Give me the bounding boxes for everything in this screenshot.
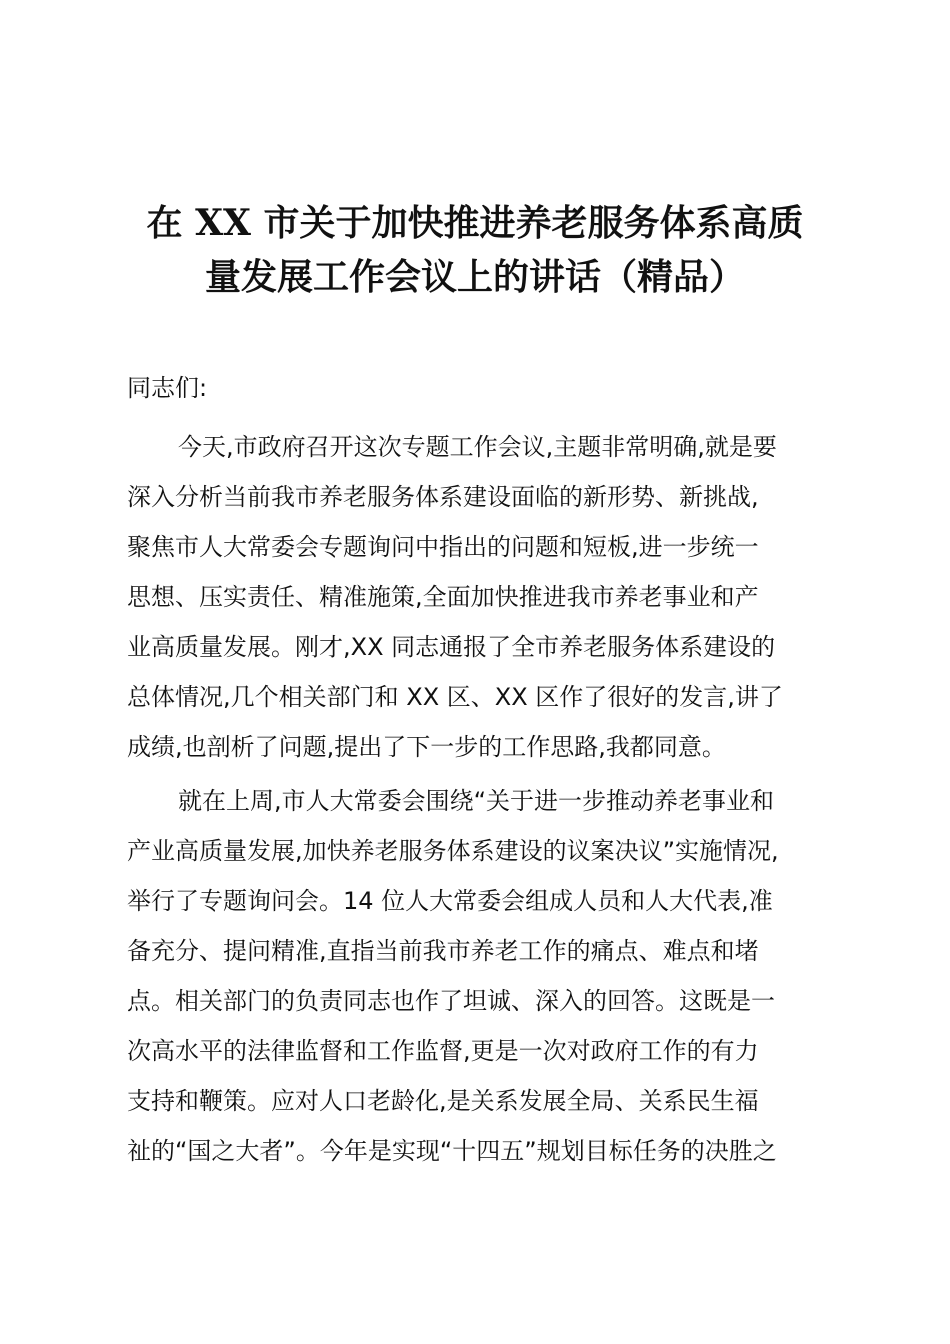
title-line-1: 在 XX 市关于加快推进养老服务体系高质	[146, 202, 804, 244]
paragraph-1	[127, 422, 827, 772]
paragraph-line: 思想、压实责任、精准施策,全面加快推进我市养老事业和产	[127, 583, 759, 611]
document-title	[100, 196, 850, 304]
paragraph-line: 举行了专题询问会。14 位人大常委会组成人员和人大代表,准	[127, 887, 773, 915]
paragraph-line: 深入分析当前我市养老服务体系建设面临的新形势、新挑战,	[127, 483, 759, 511]
paragraph-line: 业高质量发展。刚才,XX 同志通报了全市养老服务体系建设的	[127, 633, 776, 661]
paragraph-line: 次高水平的法律监督和工作监督,更是一次对政府工作的有力	[127, 1037, 759, 1065]
paragraph-line: 备充分、提问精准,直指当前我市养老工作的痛点、难点和堵	[127, 937, 759, 965]
paragraph-line: 今天,市政府召开这次专题工作会议,主题非常明确,就是要	[178, 433, 777, 461]
title-line-2: 量发展工作会议上的讲话（精品）	[204, 256, 745, 298]
paragraph-line: 聚焦市人大常委会专题询问中指出的问题和短板,进一步统一	[127, 533, 759, 561]
paragraph-line: 点。相关部门的负责同志也作了坦诚、深入的回答。这既是一	[127, 987, 775, 1015]
paragraph-line: 支持和鞭策。应对人口老龄化,是关系发展全局、关系民生福	[127, 1087, 759, 1115]
salutation: 同志们:	[127, 374, 208, 402]
paragraph-line: 总体情况,几个相关部门和 XX 区、XX 区作了很好的发言,讲了	[127, 683, 783, 711]
paragraph-line: 成绩,也剖析了问题,提出了下一步的工作思路,我都同意。	[127, 733, 726, 761]
paragraph-line: 祉的“国之大者”。今年是实现“十四五”规划目标任务的决胜之	[127, 1137, 777, 1165]
paragraph-line: 就在上周,市人大常委会围绕“关于进一步推动养老事业和	[178, 787, 775, 815]
paragraph-line: 产业高质量发展,加快养老服务体系建设的议案决议”实施情况,	[127, 837, 779, 865]
paragraph-2	[127, 776, 827, 1176]
